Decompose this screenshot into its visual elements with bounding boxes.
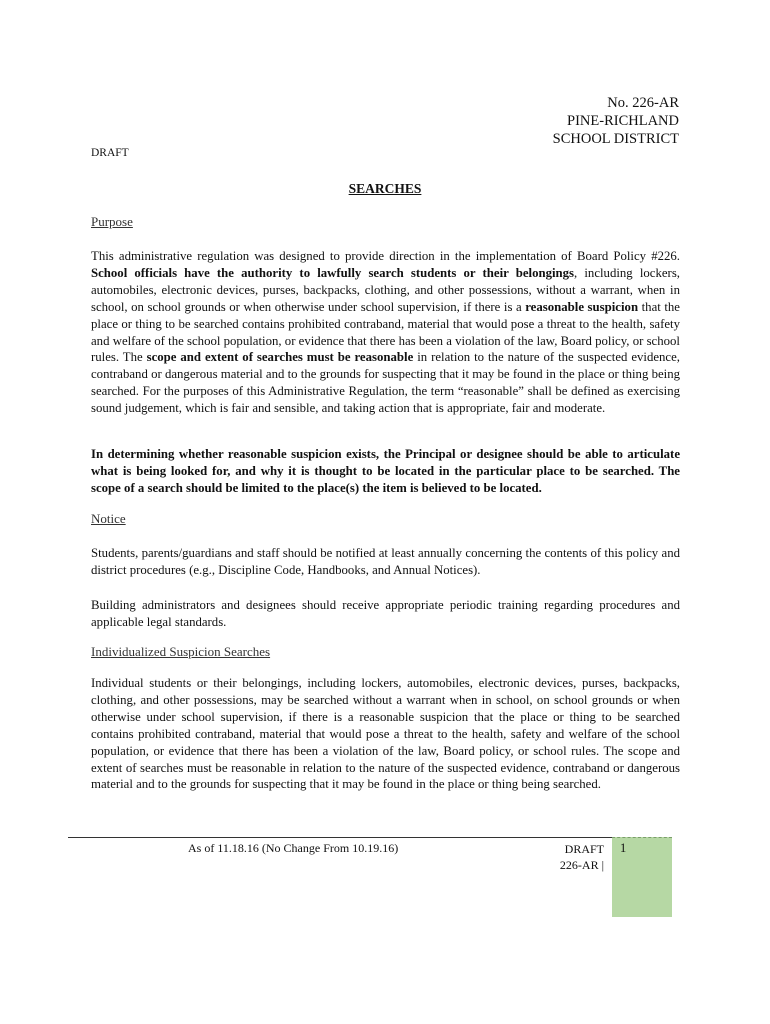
draft-label: DRAFT [91, 147, 129, 159]
policy-number: No. 226-AR [607, 95, 679, 111]
policy-header [553, 94, 679, 148]
notice-paragraph-1: Students, parents/guardians and staff should be notified at least annually concerning the contents of this policy and district procedures (e.g., Discipline Code, Handbooks, and Annual Notices). [91, 546, 680, 577]
purpose-p1-bold-3: scope and extent of searches must be reasonable [146, 350, 414, 365]
purpose-paragraph-1 [91, 248, 680, 417]
notice-heading: Notice [91, 511, 126, 526]
document-title: SEARCHES [348, 181, 422, 196]
individualized-heading: Individualized Suspicion Searches [91, 644, 271, 659]
page-number-box [612, 837, 672, 917]
purpose-heading: Purpose [91, 214, 133, 229]
footer-as-of: As of 11.18.16 (No Change From 10.19.16) [188, 841, 399, 855]
page-number: 1 [620, 841, 627, 855]
footer-divider [68, 837, 612, 838]
district-name-line1: PINE-RICHLAND [567, 113, 679, 129]
purpose-p1-bold-1: School officials have the authority to lawfully search students or their belongings [91, 265, 575, 280]
purpose-p1-text-1: This administrative regulation was designed to provide direction in the implementation of Board Policy #226. [91, 249, 680, 263]
footer-doc-id [560, 841, 604, 873]
purpose-p1-text-3: that the place or thing to be searched contains prohibited contraband, material that would pose a threat to the health, safety and welfare of the school population, or evidence that there has been a violation of the law, Board policy, or school rules. The [91, 299, 680, 365]
purpose-p1-bold-2: reasonable suspicion [525, 299, 639, 314]
footer-draft: DRAFT [564, 842, 604, 856]
notice-paragraph-2: Building administrators and designees should receive appropriate periodic training regarding procedures and applicable legal standards. [91, 598, 680, 629]
district-name-line2: SCHOOL DISTRICT [552, 131, 679, 147]
purpose-paragraph-2: In determining whether reasonable suspicion exists, the Principal or designee should be able to articulate what is being looked for, and why it is thought to be located in the particular place to be searched. The scope of a search should be limited to the place(s) the item is believed to be located. [91, 447, 680, 495]
individualized-paragraph-1: Individual students or their belongings, including lockers, automobiles, electronic devices, purses, backpacks, clothing, and other possessions, may be searched without a warrant when in school, on school grounds or when otherwise under school supervision, if there is a reasonable suspicion that the place or thing to be searched contains prohibited contraband, material that would pose a threat to the health, safety and welfare of the school population, or evidence that there has been a violation of the law, Board policy, or school rules. The scope and extent of searches must be reasonable in relation to the nature of the suspected evidence, contraband or dangerous material and to the grounds for suspecting that it may be found in the place or thing being searched. [91, 676, 680, 792]
footer-policy-number: 226-AR | [559, 858, 604, 872]
purpose-p1-text-2: , including lockers, automobiles, electronic devices, purses, backpacks, clothing, and other possessions, without a warrant, when in school, on school grounds or when otherwise under school supervision, if there is a [91, 265, 680, 314]
purpose-p1-text-4: in relation to the nature of the suspected evidence, contraband or dangerous material and to the grounds for suspecting that it may be found in the place or thing being searched. For the purposes of this Administrative Regulation, the term “reasonable” shall be defined as exercising sound judgement, which is fair and sensible, and taking action that is appropriate, fair and moderate. [91, 350, 680, 416]
